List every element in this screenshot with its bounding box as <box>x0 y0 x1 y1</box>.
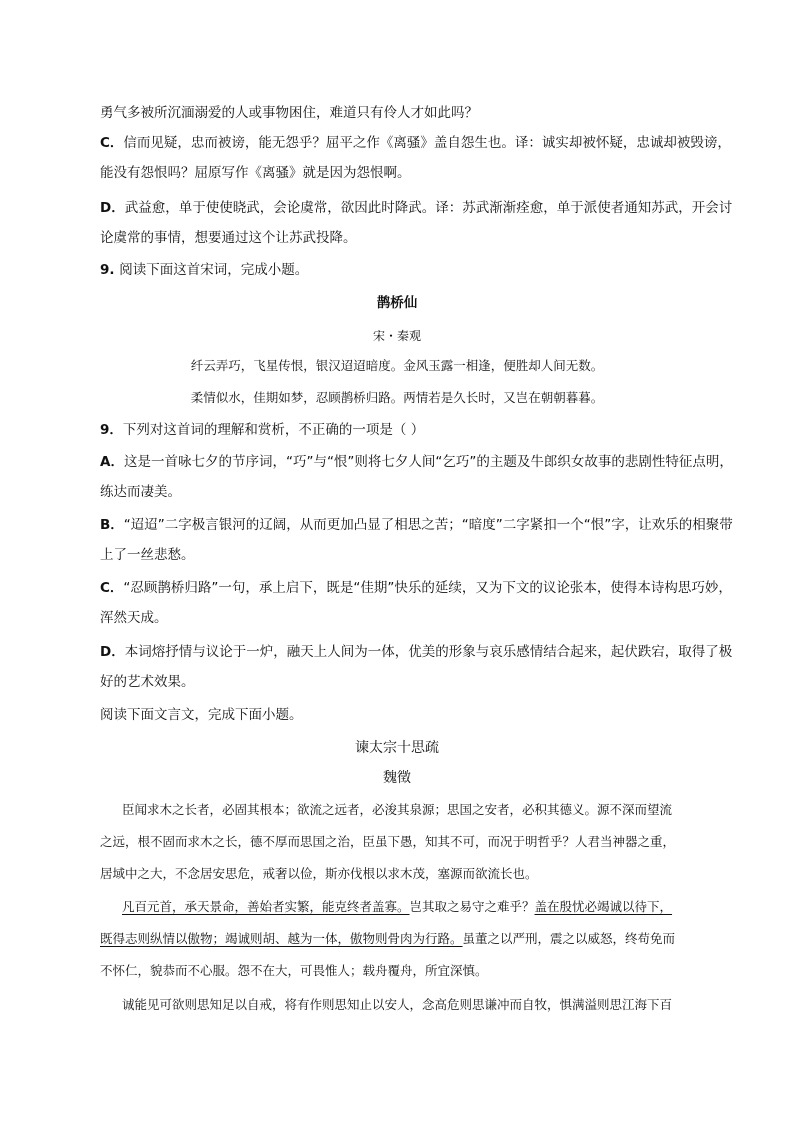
prose-p2-line1-mid: 岂其取之易守之难乎？ <box>409 899 535 914</box>
option-b-continuation: 勇气多被所沉湎溺爱的人或事物困住，难道只有伶人才如此吗？ <box>100 105 478 121</box>
choice-c-line2: 浑然天成。 <box>100 610 168 626</box>
option-c-line1: C．信而见疑，忠而被谤，能无怨乎？屈平之作《离骚》盖自怨生也。译：诚实却被怀疑，忠诚却被毁谤， <box>100 135 731 151</box>
prose-p2-line1 <box>122 897 722 917</box>
choice-a-line2: 练达而凄美。 <box>100 484 181 500</box>
option-letter: C． <box>100 580 124 596</box>
prose-author: 魏徵 <box>383 770 411 786</box>
underlined-sentence-1: 凡百元首，承天景命，善始者实繁，能克终者盖寡。 <box>122 899 410 914</box>
option-letter: 9． <box>100 422 123 438</box>
choice-b-line1: B．“迢迢”二字极言银河的辽阔，从而更加凸显了相思之苦；“暗度”二字紧扣一个“恨”字，让欢乐的相聚带 <box>100 517 733 533</box>
prose-p2-line2-rest: 虽董之以严刑，震之以威怒，终苟免而 <box>462 931 676 946</box>
option-d-line2: 论虞常的事情，想要通过这个让苏武投降。 <box>100 230 357 246</box>
choice-c-line1: C．“忍顾鹊桥归路”一句，承上启下，既是“佳期”快乐的延续，又为下文的议论张本，使得本诗构思巧妙， <box>100 580 732 596</box>
option-letter: D． <box>100 200 125 216</box>
underlined-sentence-2: 盖在殷忧必竭诚以待下， <box>534 899 673 914</box>
question-stem: 9．下列对这首词的理解和赏析，不正确的一项是（ ） <box>100 422 425 438</box>
option-letter: B． <box>100 517 124 533</box>
prose-intro: 阅读下面文言文，完成下面小题。 <box>100 707 303 723</box>
option-letter: A． <box>100 454 124 470</box>
prose-title: 谏太宗十思疏 <box>355 740 439 756</box>
option-c-line2: 能没有怨恨吗？屈原写作《离骚》就是因为怨恨啊。 <box>100 165 411 181</box>
choice-b-line2: 上了一丝悲愁。 <box>100 547 195 563</box>
option-d-line1: D．武益愈，单于使使晓武，会论虞常，欲因此时降武。译：苏武渐渐痊愈，单于派使者通知苏武，开会讨 <box>100 200 733 216</box>
choice-d-line2: 好的艺术效果。 <box>100 674 195 690</box>
prose-p2-line2 <box>100 929 720 949</box>
poem-title: 鹊桥仙 <box>376 295 418 311</box>
question-9-intro: 9. 阅读下面这首宋词，完成小题。 <box>100 262 309 278</box>
prose-p3-line1: 诚能见可欲则思知足以自戒，将有作则思知止以安人，念高危则思谦冲而自牧，惧满溢则思江海下百 <box>122 997 673 1012</box>
prose-p1-line3: 居域中之大，不念居安思危，戒奢以俭，斯亦伐根以求木茂，塞源而欲流长也。 <box>100 866 538 881</box>
choice-a-line1: A．这是一首咏七夕的节序词，“巧”与“恨”则将七夕人间“乞巧”的主题及牛郎织女故事的悲剧性特征点明， <box>100 454 733 470</box>
option-letter: 9. <box>100 262 120 278</box>
option-letter: D． <box>100 644 125 660</box>
poem-line-1: 纤云弄巧，飞星传恨，银汉迢迢暗度。金风玉露一相逢，便胜却人间无数。 <box>190 358 604 373</box>
underlined-sentence-3: 既得志则纵情以傲物；竭诚则胡、越为一体，傲物则骨肉为行路。 <box>100 931 463 946</box>
poem-line-2: 柔情似水，佳期如梦，忍顾鹊桥归路。两情若是久长时，又岂在朝朝暮暮。 <box>190 390 604 405</box>
choice-d-line1: D．本词熔抒情与议论于一炉，融天上人间为一体，优美的形象与哀乐感情结合起来，起伏跌宕，取得了极 <box>100 644 733 660</box>
prose-p1-line2: 之远，根不固而求木之长，德不厚而思国之治，臣虽下愚，知其不可，而况于明哲乎？人君当神器之重， <box>100 834 676 849</box>
prose-p1-line1: 臣闻求木之长者，必固其根本；欲流之远者，必浚其泉源；思国之安者，必积其德义。源不深而望流 <box>122 802 673 817</box>
option-letter: C． <box>100 135 124 151</box>
prose-p2-line3: 不怀仁，貌恭而不心服。怨不在大，可畏惟人；载舟覆舟，所宜深慎。 <box>100 963 488 978</box>
poem-author: 宋・秦观 <box>372 329 421 343</box>
